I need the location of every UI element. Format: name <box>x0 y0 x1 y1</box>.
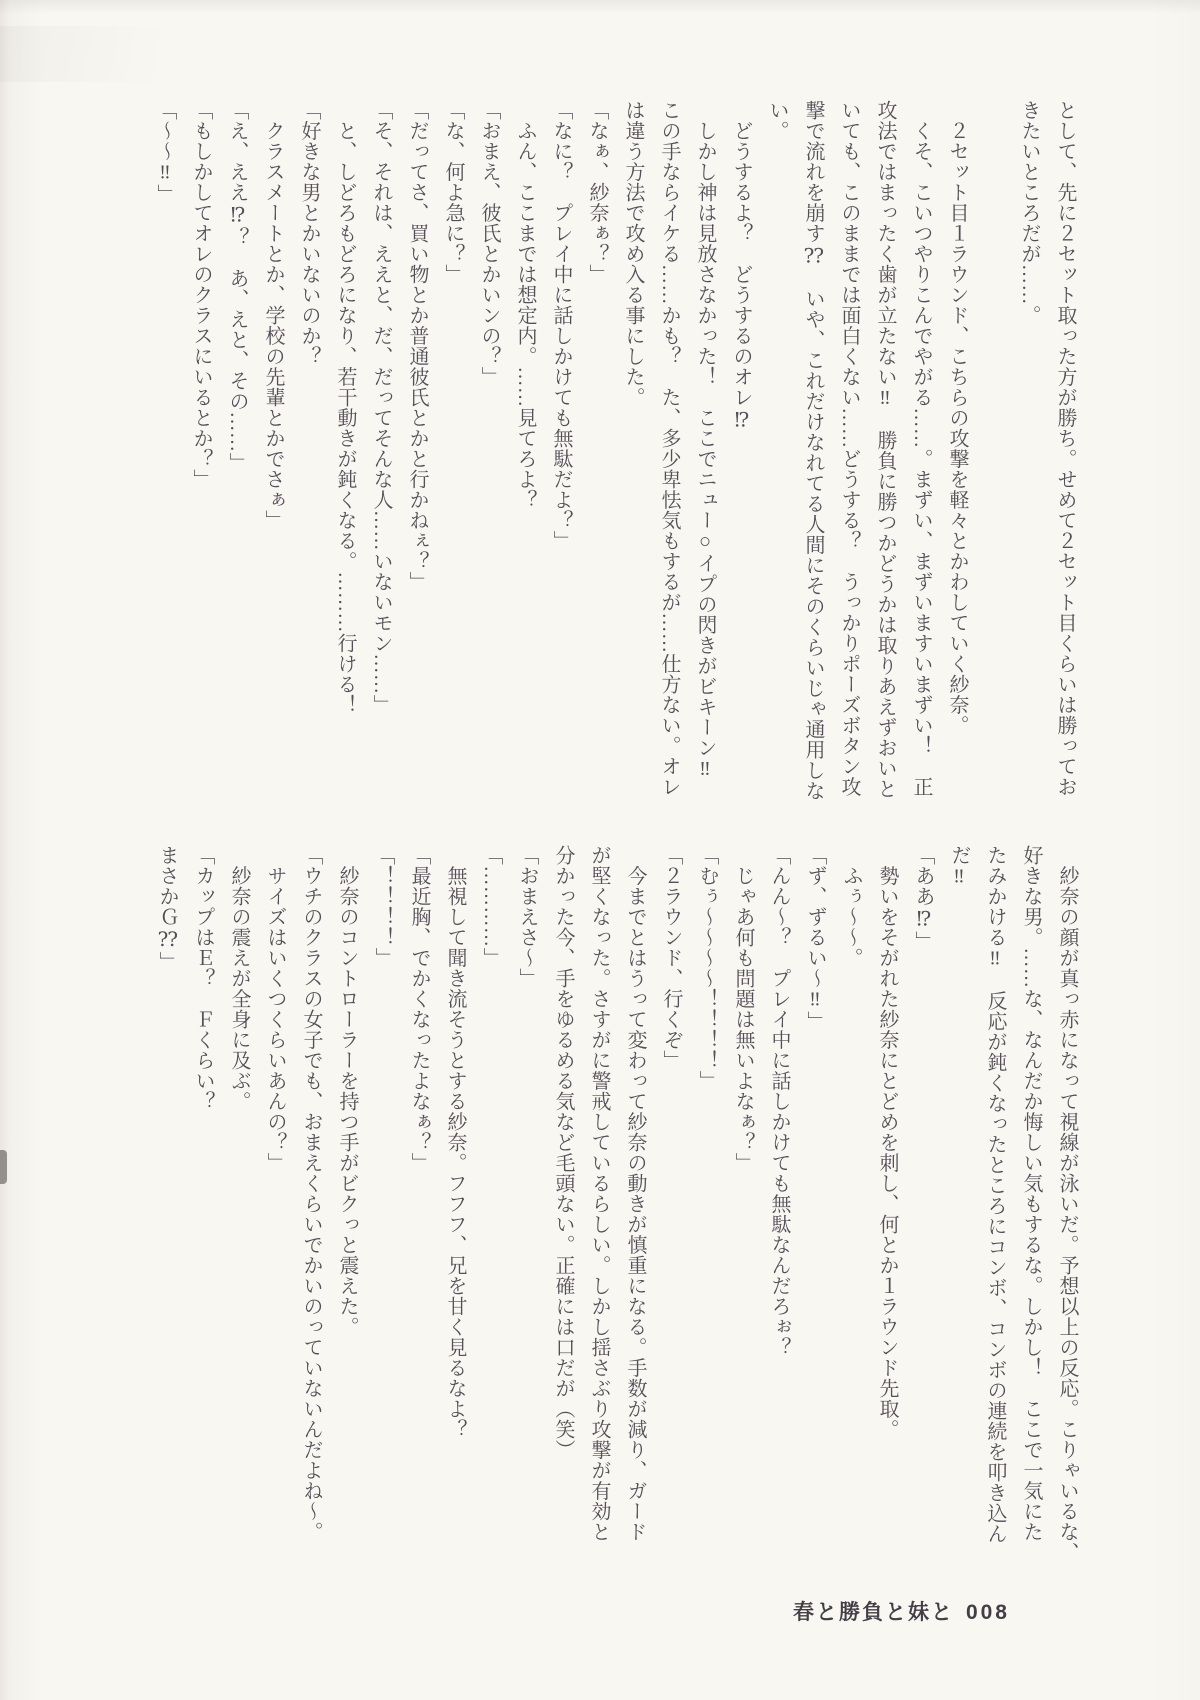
text-column: 好きな男。……な、なんだか悔しい気もするな。しかし！ ここで一気にた <box>1020 845 1042 1542</box>
footer-page-number: 008 <box>965 1601 1010 1624</box>
text-column: 「なに？ プレイ中に話しかけても無駄だよ？」 <box>550 100 572 551</box>
text-column: 「！！！！」 <box>372 845 394 968</box>
text-column: しかし神は見放さなかった！ ここでニュー○イプの閃きがビキーン‼ <box>694 100 716 781</box>
text-column: 「おまえ、彼氏とかいンの？」 <box>478 100 500 387</box>
text-column: きたいところだが……。 <box>1018 100 1040 326</box>
text-column: 「ウチのクラスの女子でも、おまえくらいでかいのっていないんだよね～。 <box>300 845 322 1542</box>
text-column: どうするよ？ どうするのオレ⁉ <box>730 100 752 432</box>
text-column: 無視して聞き流そうとする紗奈。フフフ、兄を甘く見るなよ？ <box>444 845 466 1440</box>
text-column: 「～～‼」 <box>154 100 176 205</box>
text-column: 「え、ええ⁉？ あ、えと、その……」 <box>226 100 248 473</box>
text-column: 今までとはうって変わって紗奈の動きが慎重になる。手数が減り、ガード <box>624 845 646 1542</box>
text-column: ふん、ここまでは想定内。……見てろよ？ <box>514 100 536 510</box>
text-column: 攻法ではまったく歯が立たない‼ 勝負に勝つかどうかは取りあえずおいと <box>874 100 896 799</box>
text-column: 「むぅ～～～～！！！！」 <box>696 845 718 1091</box>
text-column: 「最近胸、でかくなったよなぁ？」 <box>408 845 430 1173</box>
text-column: 撃で流れを崩す⁇ いや、これだけなれてる人間にそのくらいじゃ通用しな <box>802 100 824 801</box>
text-column: と、しどろもどろになり、若干動きが鈍くなる。………行ける！ <box>334 100 356 715</box>
text-column: だ‼ <box>948 845 970 888</box>
text-column: たみかける‼ 反応が鈍くなったところにコンボ、コンボの連続を叩き込ん <box>984 845 1006 1544</box>
text-block-top <box>147 100 1083 800</box>
text-column: 「カップはＥ？ Ｆくらい？ <box>192 845 214 1112</box>
text-column: 分かった今、手をゆるめる気など毛頭ない。正確には口だが（笑） <box>552 845 574 1460</box>
text-column: 「そ、それは、ええと、だ、だってそんな人……いないモン……」 <box>370 100 392 715</box>
text-column: 「だってさ、買い物とか普通彼氏とかと行かねぇ？」 <box>406 100 428 592</box>
text-column: 「ああ⁉」 <box>912 845 934 952</box>
text-column: として、先に２セット取った方が勝ち。せめて２セット目くらいは勝ってお <box>1054 100 1076 797</box>
text-column <box>975 100 1011 800</box>
text-column: 「な、何よ急に？」 <box>442 100 464 285</box>
text-column: 「好きな男とかいないのか？ <box>298 100 320 367</box>
text-column: サイズはいくつくらいあんの？」 <box>264 845 286 1173</box>
text-block-bottom <box>149 845 1085 1563</box>
text-column: まさかＧ⁇」 <box>156 845 178 972</box>
text-column: い。 <box>766 100 788 141</box>
text-column: いても、このままでは面白くない……どうする？ うっかりポーズボタン攻 <box>838 100 860 797</box>
text-column: 紗奈の顔が真っ赤になって視線が泳いだ。予想以上の反応。こりゃいるな、 <box>1056 845 1078 1563</box>
text-column: クラスメートとか、学校の先輩とかでさぁ」 <box>262 100 284 531</box>
text-column: 「２ラウンド、行くぞ」 <box>660 845 682 1071</box>
page-footer <box>793 1596 1010 1626</box>
text-column: ふぅ～～。 <box>840 845 862 968</box>
text-column: が堅くなった。さすがに警戒しているらしい。しかし揺さぶり攻撃が有効と <box>588 845 610 1542</box>
text-column: この手ならイケる……かも？ た、多少卑怯気もするが……仕方ない。オレ <box>658 100 680 797</box>
text-column: 「…………」 <box>480 845 502 968</box>
text-column: は違う方法で攻め入る事にした。 <box>622 100 644 408</box>
text-column: 紗奈のコントローラーを持つ手がビクっと震えた。 <box>336 845 358 1337</box>
text-column: 「なぁ、紗奈ぁ？」 <box>586 100 608 285</box>
text-column: じゃあ何も問題は無いよなぁ？」 <box>732 845 754 1173</box>
text-column: 「もしかしてオレのクラスにいるとか？」 <box>190 100 212 490</box>
scan-edge-shadow-top <box>0 0 1200 14</box>
footer-title: 春と勝負と妹と <box>792 1601 954 1624</box>
text-column: くそ、こいつやりこんでやがる……。まずい、まずいますいまずい！ 正 <box>910 100 932 797</box>
text-column: 紗奈の震えが全身に及ぶ。 <box>228 845 250 1112</box>
scan-crease-artifact <box>0 26 160 82</box>
text-column: 「おまえさ～」 <box>516 845 538 989</box>
text-column: 「んん～？ プレイ中に話しかけても無駄なんだろぉ？ <box>768 845 790 1358</box>
text-column: 「ず、ずるい～‼」 <box>804 845 826 1032</box>
text-column: ２セット目１ラウンド、こちらの攻撃を軽々とかわしていく紗奈。 <box>946 100 968 736</box>
text-column: 勢いをそがれた紗奈にとどめを刺し、何とか１ラウンド先取。 <box>876 845 898 1440</box>
scan-edge-artifact <box>0 1150 7 1184</box>
